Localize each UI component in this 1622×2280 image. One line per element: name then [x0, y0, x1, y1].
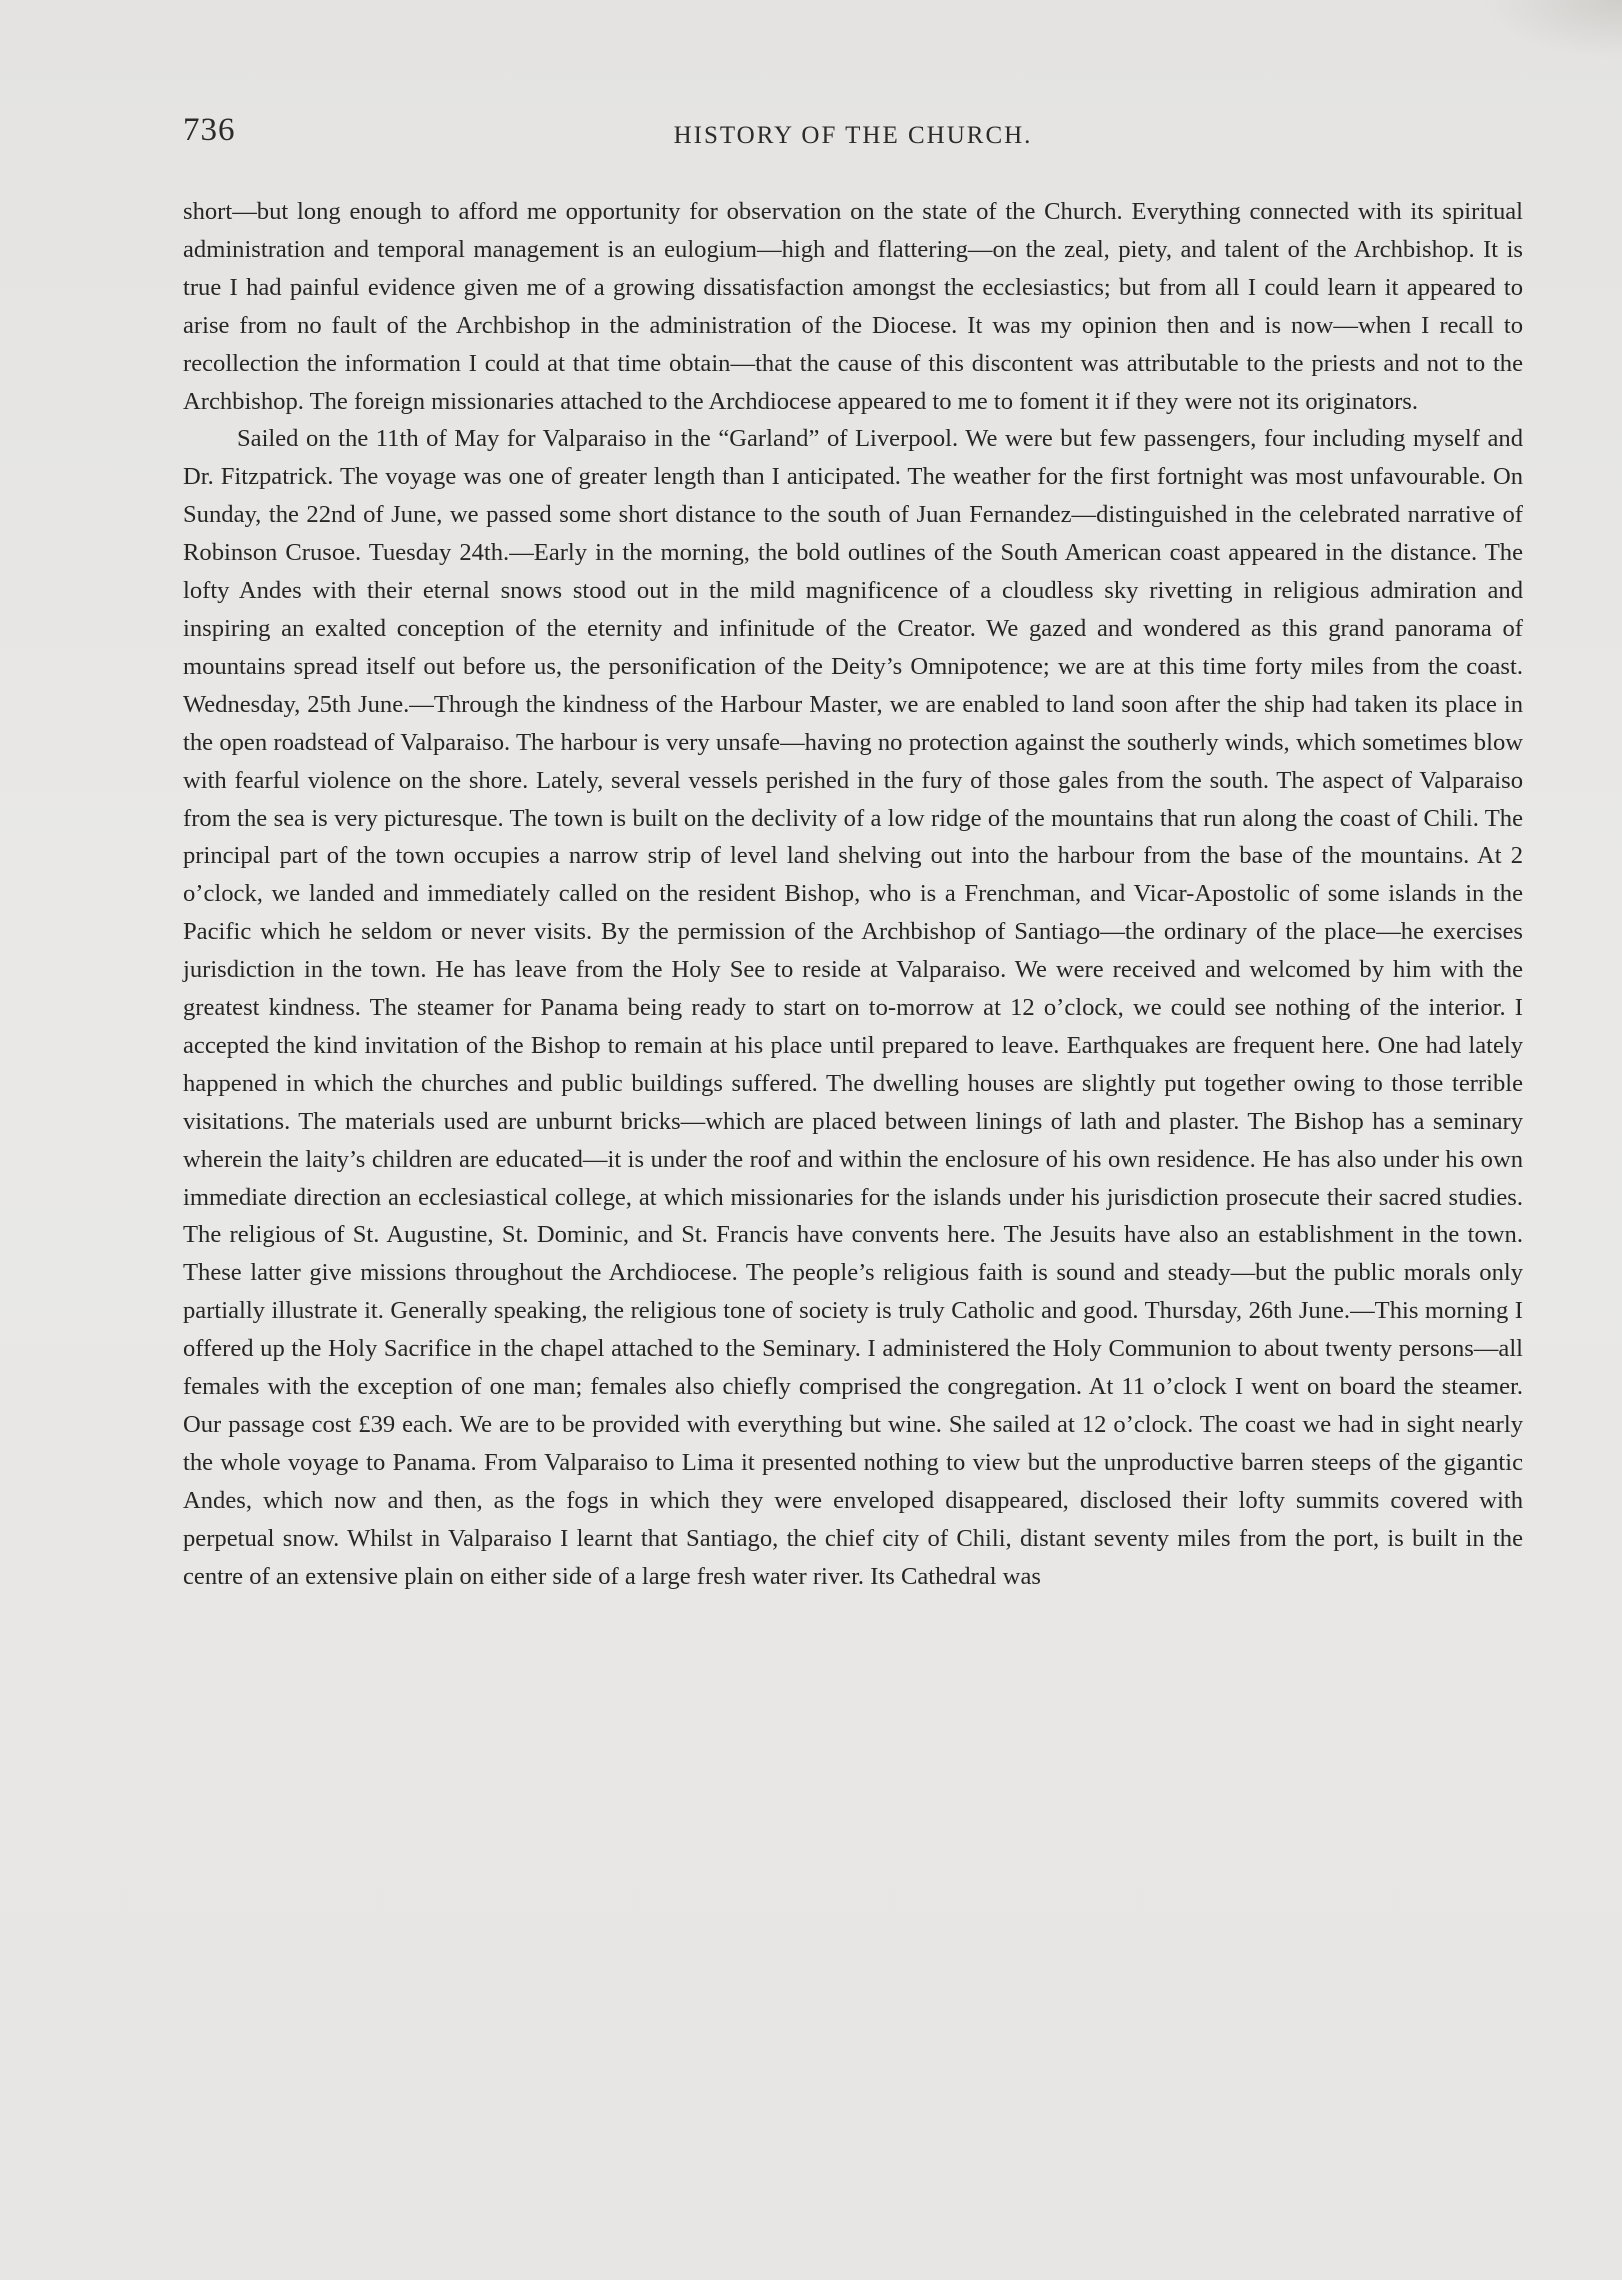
page-corner-shadow: [1482, 0, 1622, 60]
paragraph-voyage: Sailed on the 11th of May for Valparaiso in the “Garland” of Liverpool. We were but few passengers, four including myself and Dr. Fitzpatrick. The voyage was one of greater length than I anticipated. The weather for the first fortnight was most unfavourable. On Sunday, the 22nd of June, we passed some short distance to the south of Juan Fernandez—distinguished in the celebrated narrative of Robinson Crusoe. Tuesday 24th.—Early in the morning, the bold outlines of the South American coast appeared in the distance. The lofty Andes with their eternal snows stood out in the mild magnificence of a cloudless sky rivetting in religious admiration and inspiring an exalted conception of the eternity and infinitude of the Creator. We gazed and wondered as this grand panorama of mountains spread itself out before us, the personification of the Deity’s Omnipotence; we are at this time forty miles from the coast. Wednesday, 25th June.—Through the kindness of the Harbour Master, we are enabled to land soon after the ship had taken its place in the open roadstead of Valparaiso. The harbour is very unsafe—having no protection against the southerly winds, which sometimes blow with fearful violence on the shore. Lately, several vessels perished in the fury of those gales from the south. The aspect of Valparaiso from the sea is very picturesque. The town is built on the declivity of a low ridge of the mountains that run along the coast of Chili. The principal part of the town occupies a narrow strip of level land shelving out into the harbour from the base of the mountains. At 2 o’clock, we landed and immediately called on the resident Bishop, who is a Frenchman, and Vicar-Apostolic of some islands in the Pacific which he seldom or never visits. By the permission of the Archbishop of Santiago—the ordinary of the place—he exercises jurisdiction in the town. He has leave from the Holy See to reside at Valparaiso. We were received and welcomed by him with the greatest kindness. The steamer for Panama being ready to start on to-morrow at 12 o’clock, we could see nothing of the interior. I accepted the kind invitation of the Bishop to remain at his place until prepared to leave. Earthquakes are frequent here. One had lately happened in which the churches and public buildings suffered. The dwelling houses are slightly put together owing to those terrible visitations. The materials used are unburnt bricks—which are placed between linings of lath and plaster. The Bishop has a seminary wherein the laity’s children are educated—it is under the roof and within the enclosure of his own residence. He has also under his own immediate direction an ecclesiastical college, at which missionaries for the islands under his jurisdiction prosecute their sacred studies. The religious of St. Augustine, St. Dominic, and St. Francis have convents here. The Jesuits have also an establishment in the town. These latter give missions throughout the Archdiocese. The people’s religious faith is sound and steady—but the public morals only partially illustrate it. Generally speaking, the religious tone of society is truly Catholic and good. Thursday, 26th June.—This morning I offered up the Holy Sacrifice in the chapel attached to the Seminary. I administered the Holy Communion to about twenty persons—all females with the exception of one man; females also chiefly comprised the congregation. At 11 o’clock I went on board the steamer. Our passage cost £39 each. We are to be provided with everything but wine. She sailed at 12 o’clock. The coast we had in sight nearly the whole voyage to Panama. From Valparaiso to Lima it presented nothing to view but the unproductive barren steeps of the gigantic Andes, which now and then, as the fogs in which they were enveloped disappeared, disclosed their lofty summits covered with perpetual snow. Whilst in Valparaiso I learnt that Santiago, the chief city of Chili, distant seventy miles from the port, is built in the centre of an extensive plain on either side of a large fresh water river. Its Cathedral was: [183, 425, 1523, 1590]
body-text: [183, 193, 1523, 1596]
paragraph-continued: short—but long enough to afford me opportunity for observation on the state of the Church. Everything connected with its spiritual administration and temporal management is an eulogium—high and flattering—on the zeal, piety, and talent of the Archbishop. It is true I had painful evidence given me of a growing dissatisfaction amongst the ecclesiastics; but from all I could learn it appeared to arise from no fault of the Archbishop in the administration of the Diocese. It was my opinion then and is now—when I recall to recollection the information I could at that time obtain—that the cause of this discontent was attributable to the priests and not to the Archbishop. The foreign missionaries attached to the Archdiocese appeared to me to foment it if they were not its originators.: [183, 198, 1523, 415]
running-title: HISTORY OF THE CHURCH.: [673, 122, 1033, 149]
page-header: [183, 112, 1523, 162]
page-number: 736: [183, 112, 236, 148]
